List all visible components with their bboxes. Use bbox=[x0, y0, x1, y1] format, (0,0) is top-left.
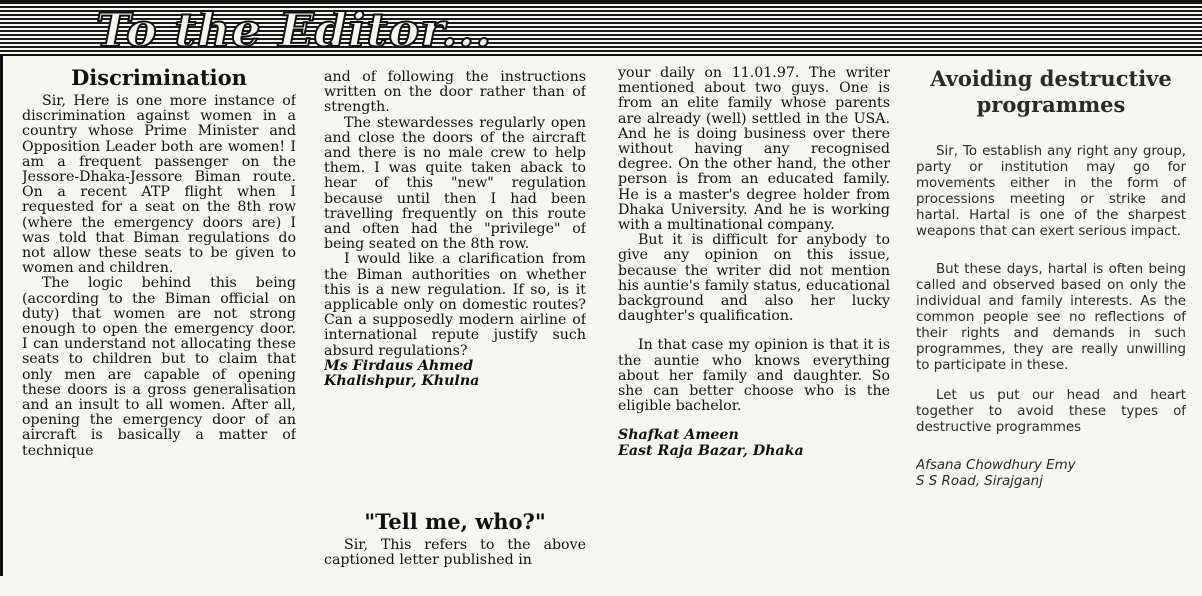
paragraph: In that case my opinion is that it is the auntie who knows everything about her family and daughter. So she can better choose who is the eligible bachelor. bbox=[618, 337, 890, 415]
letter-discrimination-col1 bbox=[22, 66, 296, 459]
paragraph: But it is difficult for anybody to give any opinion on this issue, because the writer did not mention his auntie's family status, educational background and also her lucky daughter's qualification. bbox=[618, 232, 890, 325]
paragraph: Let us put our head and heart together to avoid these types of destructive programmes bbox=[916, 388, 1186, 435]
headline-tell-me-who: "Tell me, who?" bbox=[364, 510, 546, 534]
signature-place: Khalishpur, Khulna bbox=[324, 373, 480, 390]
left-border-rule bbox=[0, 56, 3, 576]
letter-tell-me-who-col3 bbox=[618, 66, 890, 459]
paragraph: and of following the instructions written on the door rather than of strength. bbox=[324, 70, 586, 116]
masthead-banner bbox=[0, 0, 1202, 56]
paragraph: Sir, Here is one more instance of discrimination against women in a country whose Prime Minister and Opposition Leader both are women! I am a frequent passenger on the Jessore-Dhaka-Jessore Biman route. On a recent ATP flight when I requested for a seat on the 8th row (where the emergency doors are) I was told that Biman regulations do not allow these seats to be given to women and children. bbox=[22, 93, 296, 277]
signature-name: Shafkat Ameen bbox=[618, 427, 739, 444]
signature-place: S S Road, Sirajganj bbox=[916, 474, 1043, 489]
signature-name: Ms Firdaus Ahmed bbox=[324, 357, 474, 374]
paragraph: your daily on 11.01.97. The writer mentioned about two guys. One is from an elite family whose parents are already (well) settled in the USA. And he is doing business over there without having any recognised degree. On the other hand, the other person is from an educated family. He is a master's degree holder from Dhaka University. And he is working with a multinational company. bbox=[618, 66, 890, 234]
letter-avoiding-destructive-programmes bbox=[916, 66, 1186, 490]
paragraph: The logic behind this being (according to the Biman official on duty) that women are not strong enough to open the emergency door. I can understand not allocating these seats to children but to claim that only men are capable of opening these doors is a gross generalisation and an insult to all women. After all, opening the emergency door of an aircraft is basically a matter of technique bbox=[22, 275, 296, 459]
signature-place: East Raja Bazar, Dhaka bbox=[618, 442, 804, 459]
letter-discrimination-col2 bbox=[324, 70, 586, 389]
headline-discrimination: Discrimination bbox=[71, 66, 247, 90]
paragraph: But these days, hartal is often being called and observed based on only the individual and family interests. As the common people see no reflections of their rights and demands in such programmes, they are really unwilling to participate in these. bbox=[916, 262, 1186, 373]
paragraph: Sir, To establish any right any group, party or institution may go for movements either in the form of processions meeting or strike and hartal. Hartal is one of the sharpest weapons that can exert serious impact. bbox=[916, 144, 1186, 239]
letter-tell-me-who-start bbox=[324, 510, 586, 568]
section-title: To the Editor... bbox=[96, 3, 493, 57]
paragraph: Sir, This refers to the above captioned letter published in bbox=[324, 537, 586, 569]
signature-name: Afsana Chowdhury Emy bbox=[916, 458, 1076, 473]
paragraph: I would like a clarification from the Biman authorities on whether this is a new regulation. If so, is it applicable only on domestic routes? Can a supposedly modern airline of international repute justify such absurd regulations? bbox=[324, 251, 586, 359]
paragraph: The stewardesses regularly open and close the doors of the aircraft and there is no male crew to help them. I was quite taken aback to hear of this "new" regulation because until then I had been travelling frequently on this route and often had the "privilege" of being seated on the 8th row. bbox=[324, 114, 586, 253]
headline-avoiding-destructive-programmes: Avoiding destructive programmes bbox=[930, 66, 1172, 117]
